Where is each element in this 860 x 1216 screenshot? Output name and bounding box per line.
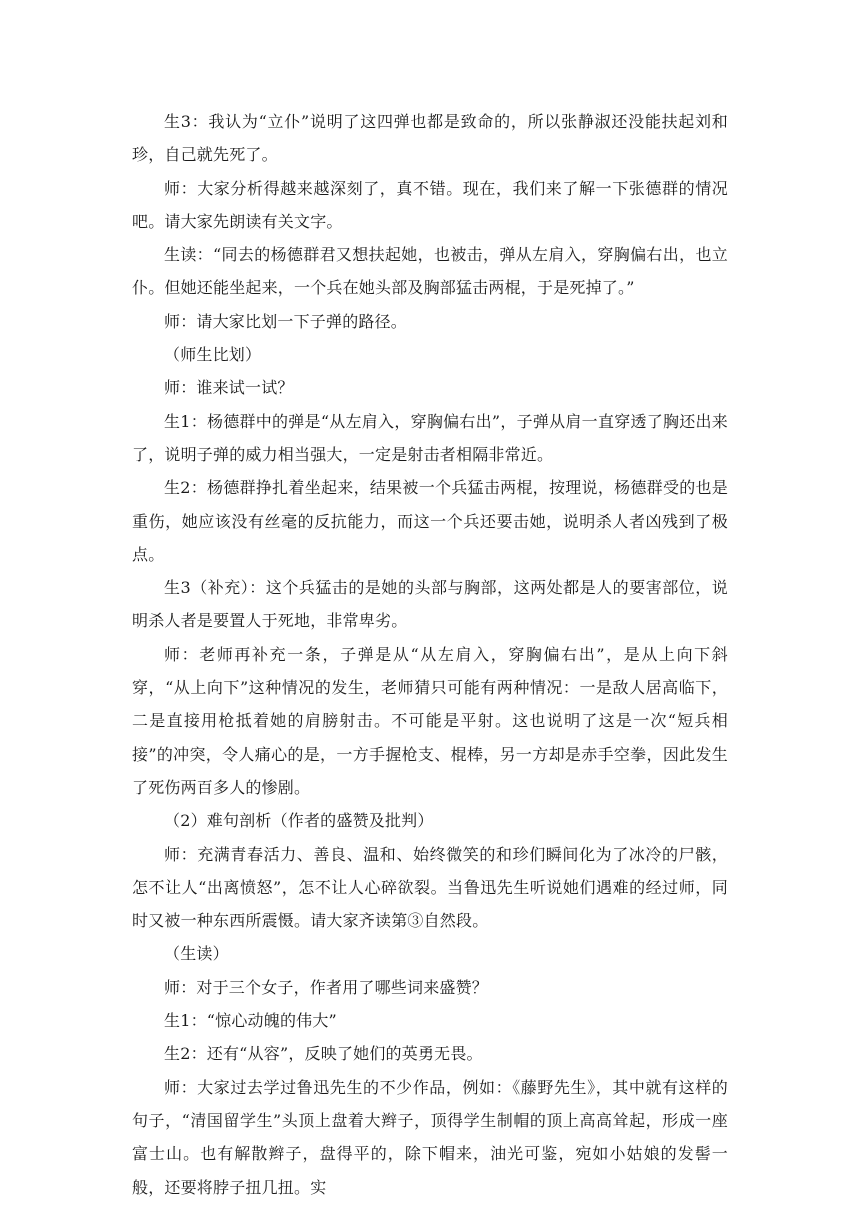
paragraph: 生1：杨德群中的弹是“从左肩入，穿胸偏右出”，子弹从肩一直穿透了胸还出来了，说明子弹的威力相当强大，一定是射击者相隔非常近。 (132, 411, 728, 464)
paragraph: 生3（补充）：这个兵猛击的是她的头部与胸部，这两处都是人的要害部位，说明杀人者是要置人于死地，非常卑劣。 (132, 578, 728, 631)
paragraph: 师：充满青春活力、善良、温和、始终微笑的和珍们瞬间化为了冰冷的尸骸，怎不让人“出离愤怒”，怎不让人心碎欲裂。当鲁迅先生听说她们遇难的经过师，同时又被一种东西所震慑。请大家齐读第③自然段。 (132, 844, 728, 931)
section-heading: （2）难句剖析（作者的盛赞及批判） (164, 811, 434, 831)
paragraph: 生2：还有“从容”，反映了她们的英勇无畏。 (164, 1044, 483, 1064)
paragraph: 师：大家分析得越来越深刻了，真不错。现在，我们来了解一下张德群的情况吧。请大家先朗读有关文字。 (132, 178, 728, 231)
paragraph: 生1：“惊心动魄的伟大” (164, 1011, 337, 1031)
paragraph: 生3：我认为“立仆”说明了这四弹也都是致命的，所以张静淑还没能扶起刘和珍，自己就先死了。 (132, 112, 728, 165)
paragraph: 师：大家过去学过鲁迅先生的不少作品，例如：《藤野先生》，其中就有这样的句子，“清国留学生”头顶上盘着大辫子，顶得学生制帽的顶上高高耸起，形成一座富士山。也有解散辫子，盘得平的，除下帽来，油光可鉴，宛如小姑娘的发髻一般，还要将脖子扭几扭。实 (132, 1077, 728, 1197)
paragraph: 生2：杨德群挣扎着坐起来，结果被一个兵猛击两棍，按理说，杨德群受的也是重伤，她应该没有丝毫的反抗能力，而这一个兵还要击她，说明杀人者凶残到了极点。 (132, 478, 728, 564)
stage-direction: （师生比划） (164, 345, 262, 365)
stage-direction: （生读） (164, 944, 229, 964)
document-body (132, 105, 728, 1204)
paragraph: 生读：“同去的杨德群君又想扶起她，也被击，弹从左肩入，穿胸偏右出，也立仆。但她还能坐起来，一个兵在她头部及胸部猛击两棍，于是死掉了。” (132, 245, 728, 298)
paragraph: 师：请大家比划一下子弹的路径。 (164, 311, 408, 331)
paragraph: 师：谁来试一试？ (164, 378, 294, 398)
paragraph: 师：老师再补充一条，子弹是从“从左肩入，穿胸偏右出”，是从上向下斜穿，“从上向下”这种情况的发生，老师猜只可能有两种情况：一是敌人居高临下，二是直接用枪抵着她的肩膀射击。不可能是平射。这也说明了这是一次“短兵相接”的冲突，令人痛心的是，一方手握枪支、棍棒，另一方却是赤手空拳，因此发生了死伤两百多人的惨剧。 (132, 644, 728, 797)
paragraph: 师：对于三个女子，作者用了哪些词来盛赞？ (164, 977, 489, 997)
